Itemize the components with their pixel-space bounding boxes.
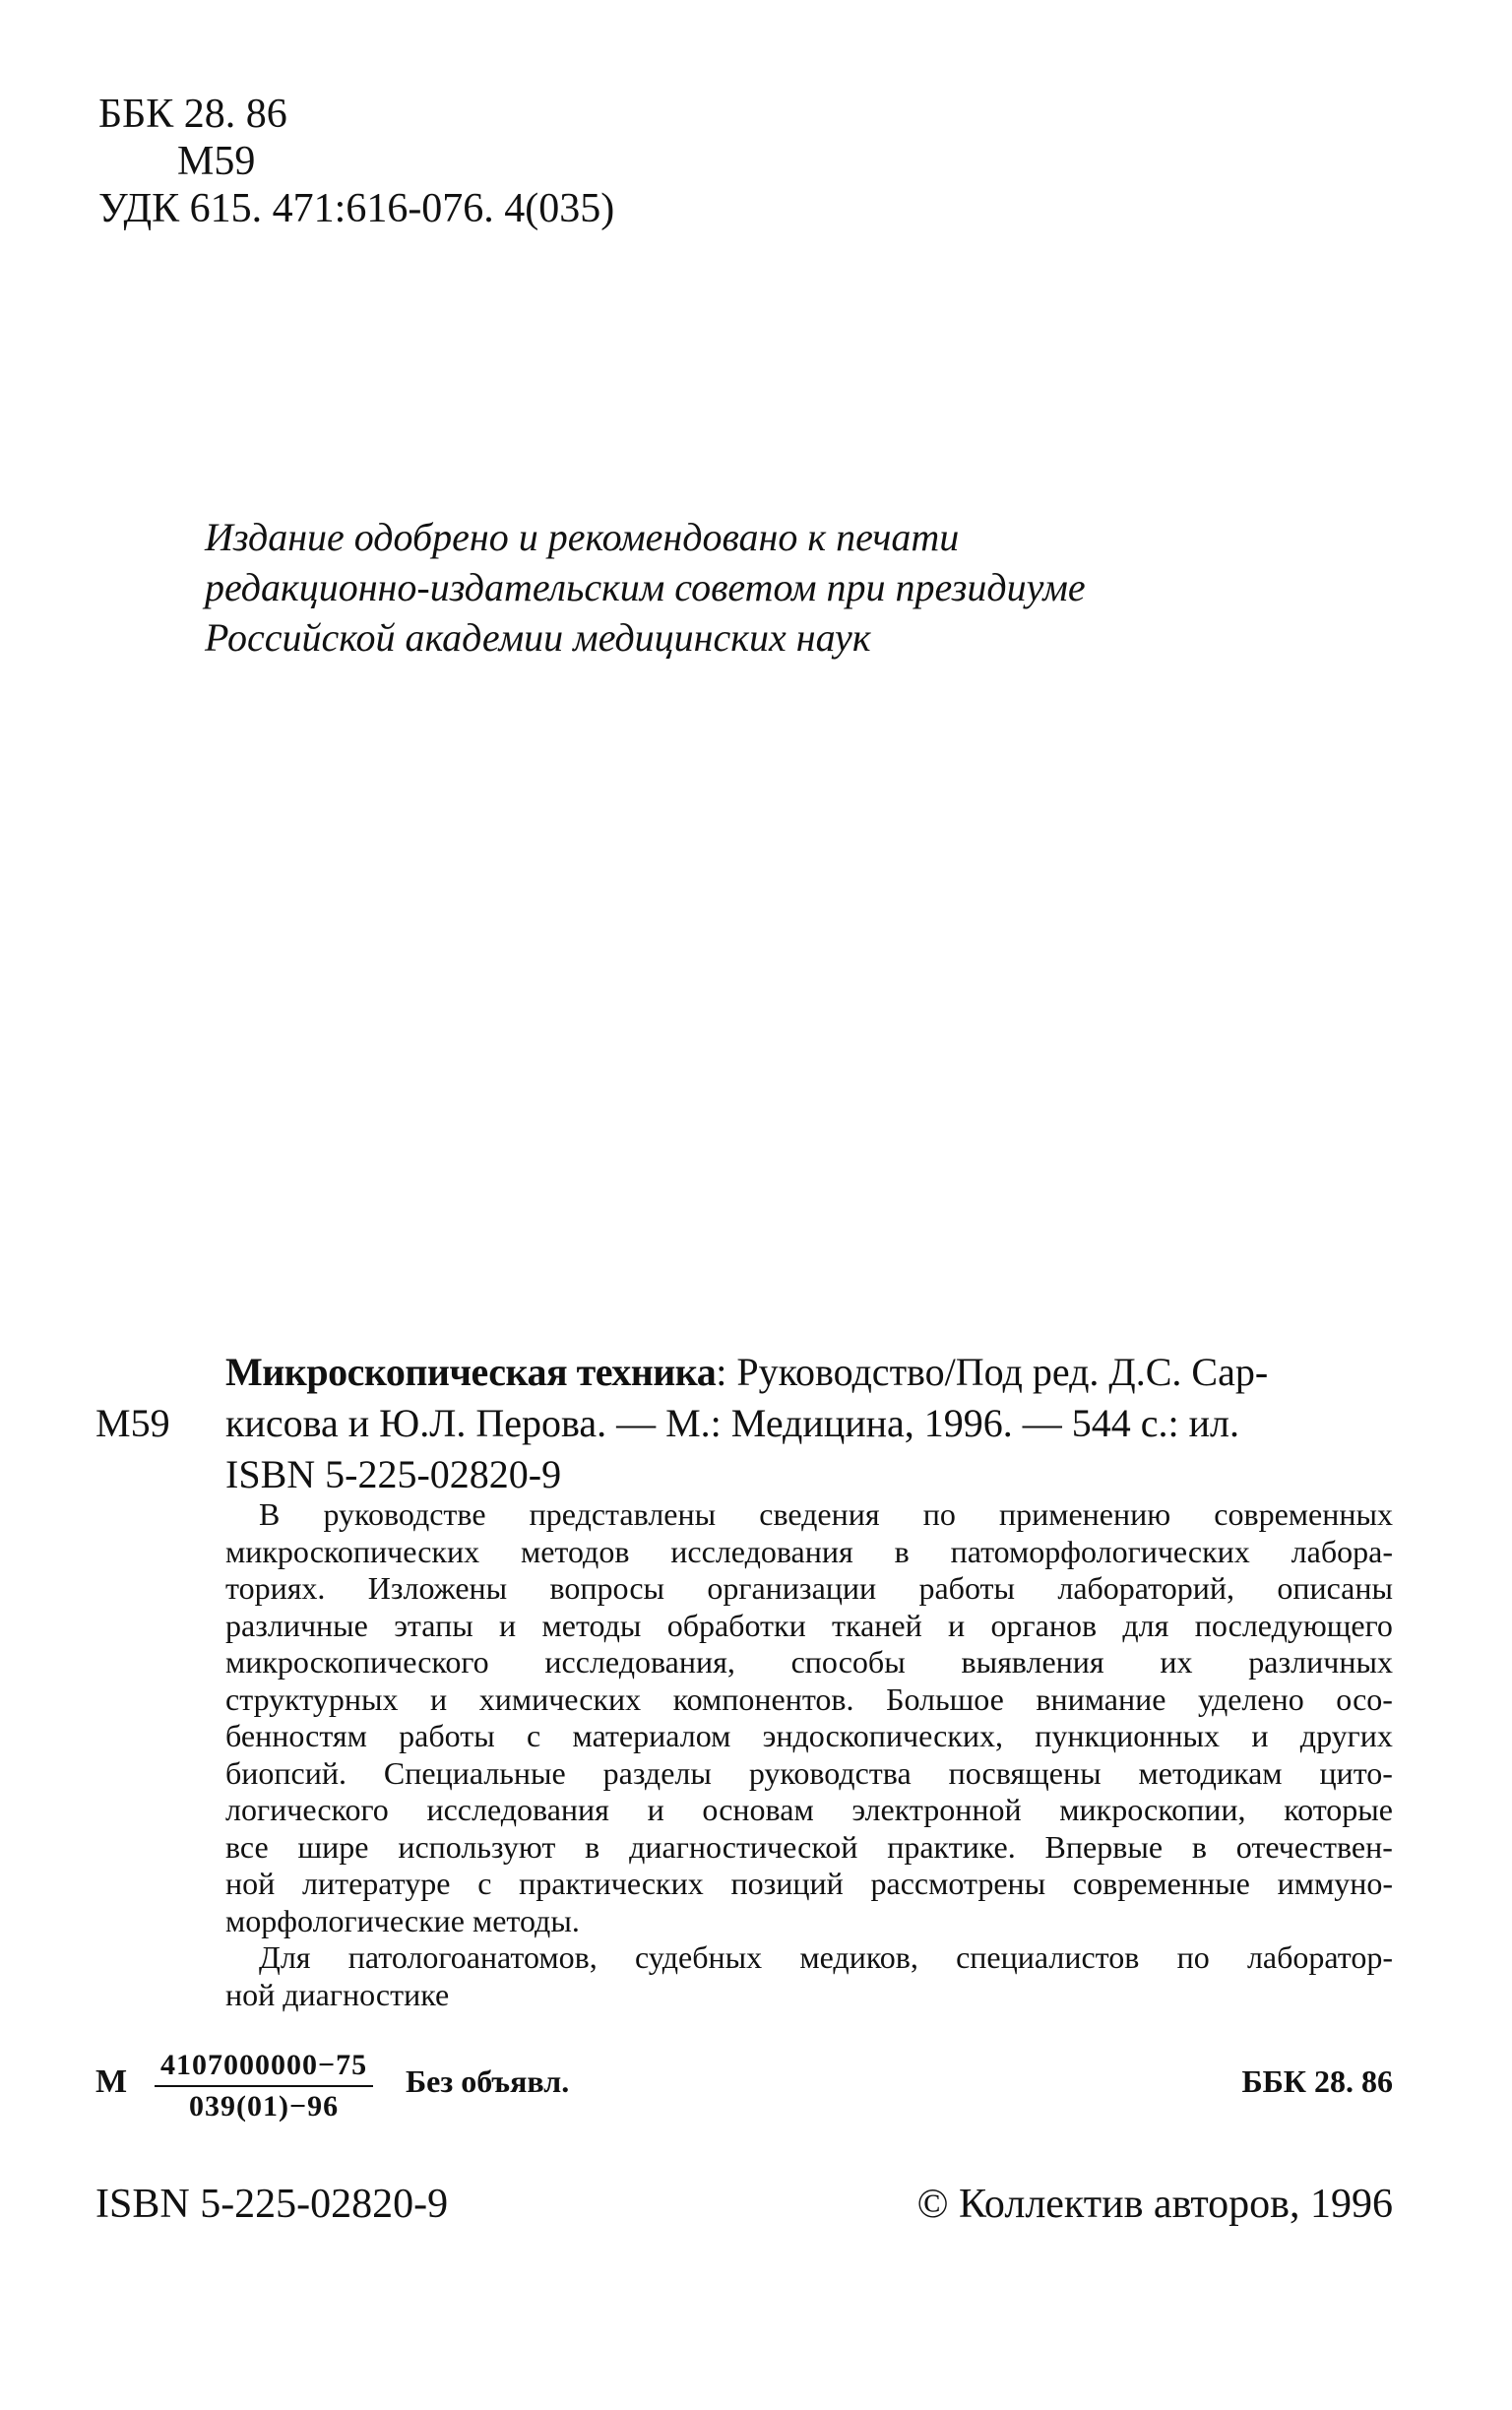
no-advert-note: Без объявл. <box>406 2063 570 2099</box>
biblio-isbn: ISBN 5-225-02820-9 <box>225 1452 562 1496</box>
abstract-line: ной литературе с практических позиций рассмотрены современные иммуно- <box>225 1866 1393 1901</box>
biblio-imprint-line <box>95 1398 1393 1449</box>
audience-line: Для патологоанатомов, судебных медиков, специалистов по лаборатор- <box>259 1939 1393 1975</box>
abstract <box>225 1496 1393 2013</box>
imprint-text: кисова и Ю.Л. Перова. — М.: Медицина, 1996. — 544 с.: ил. <box>225 1401 1240 1445</box>
abstract-line: В руководстве представлены сведения по применению современных <box>259 1496 1393 1532</box>
biblio-title-line <box>95 1347 1393 1398</box>
abstract-line: различные этапы и методы обработки тканей и органов для последующего <box>225 1607 1393 1643</box>
code-denominator: 039(01)−96 <box>189 2090 340 2123</box>
code-numerator: 4107000000−75 <box>155 2046 373 2087</box>
abstract-line: морфологические методы. <box>225 1902 580 1938</box>
abstract-line: логического исследования и основам электронной микроскопии, которые <box>225 1792 1393 1827</box>
code-letter: М <box>95 2063 128 2100</box>
bbk-code-bottom: ББК 28. 86 <box>1241 2063 1393 2099</box>
approval-line: редакционно-издательским советом при президиуме <box>205 565 1086 609</box>
audience-line: ной диагностике <box>225 1976 450 2012</box>
code-fraction <box>155 2046 373 2126</box>
bibliographic-record <box>95 1347 1393 1500</box>
publication-code <box>95 2046 1393 2144</box>
abstract-line: бенностям работы с материалом эндоскопических, пункционных и других <box>225 1718 1393 1753</box>
footer-isbn: ISBN 5-225-02820-9 <box>95 2182 449 2227</box>
approval-statement <box>205 512 1317 663</box>
abstract-line: ториях. Изложены вопросы организации работы лабораторий, описаны <box>225 1570 1393 1606</box>
bbk-code: ББК 28. 86 <box>98 92 287 137</box>
udk-code: УДК 615. 471:616-076. 4(035) <box>98 186 615 231</box>
approval-line: Издание одобрено и рекомендовано к печати <box>205 515 960 559</box>
title-rest: : Руководство/Под ред. Д.С. Сар- <box>716 1350 1269 1394</box>
book-title: Микроскопическая техника <box>225 1350 717 1394</box>
author-cipher: M59 <box>177 139 256 184</box>
abstract-line: биопсий. Специальные разделы руководства посвящены методикам цито- <box>225 1754 1393 1791</box>
classification-block <box>98 91 614 232</box>
abstract-line: все шире используют в диагностической практике. Впервые в отечествен- <box>225 1828 1393 1865</box>
biblio-cipher: M59 <box>95 1401 170 1445</box>
abstract-line: микроскопического исследования, способы выявления их различных <box>225 1644 1393 1680</box>
abstract-line: структурных и химических компонентов. Большое внимание уделено осо- <box>225 1681 1393 1717</box>
abstract-line: микроскопических методов исследования в патоморфологических лабора- <box>225 1533 1393 1569</box>
approval-line: Российской академии медицинских наук <box>205 615 871 660</box>
copyright: © Коллектив авторов, 1996 <box>916 2182 1393 2227</box>
